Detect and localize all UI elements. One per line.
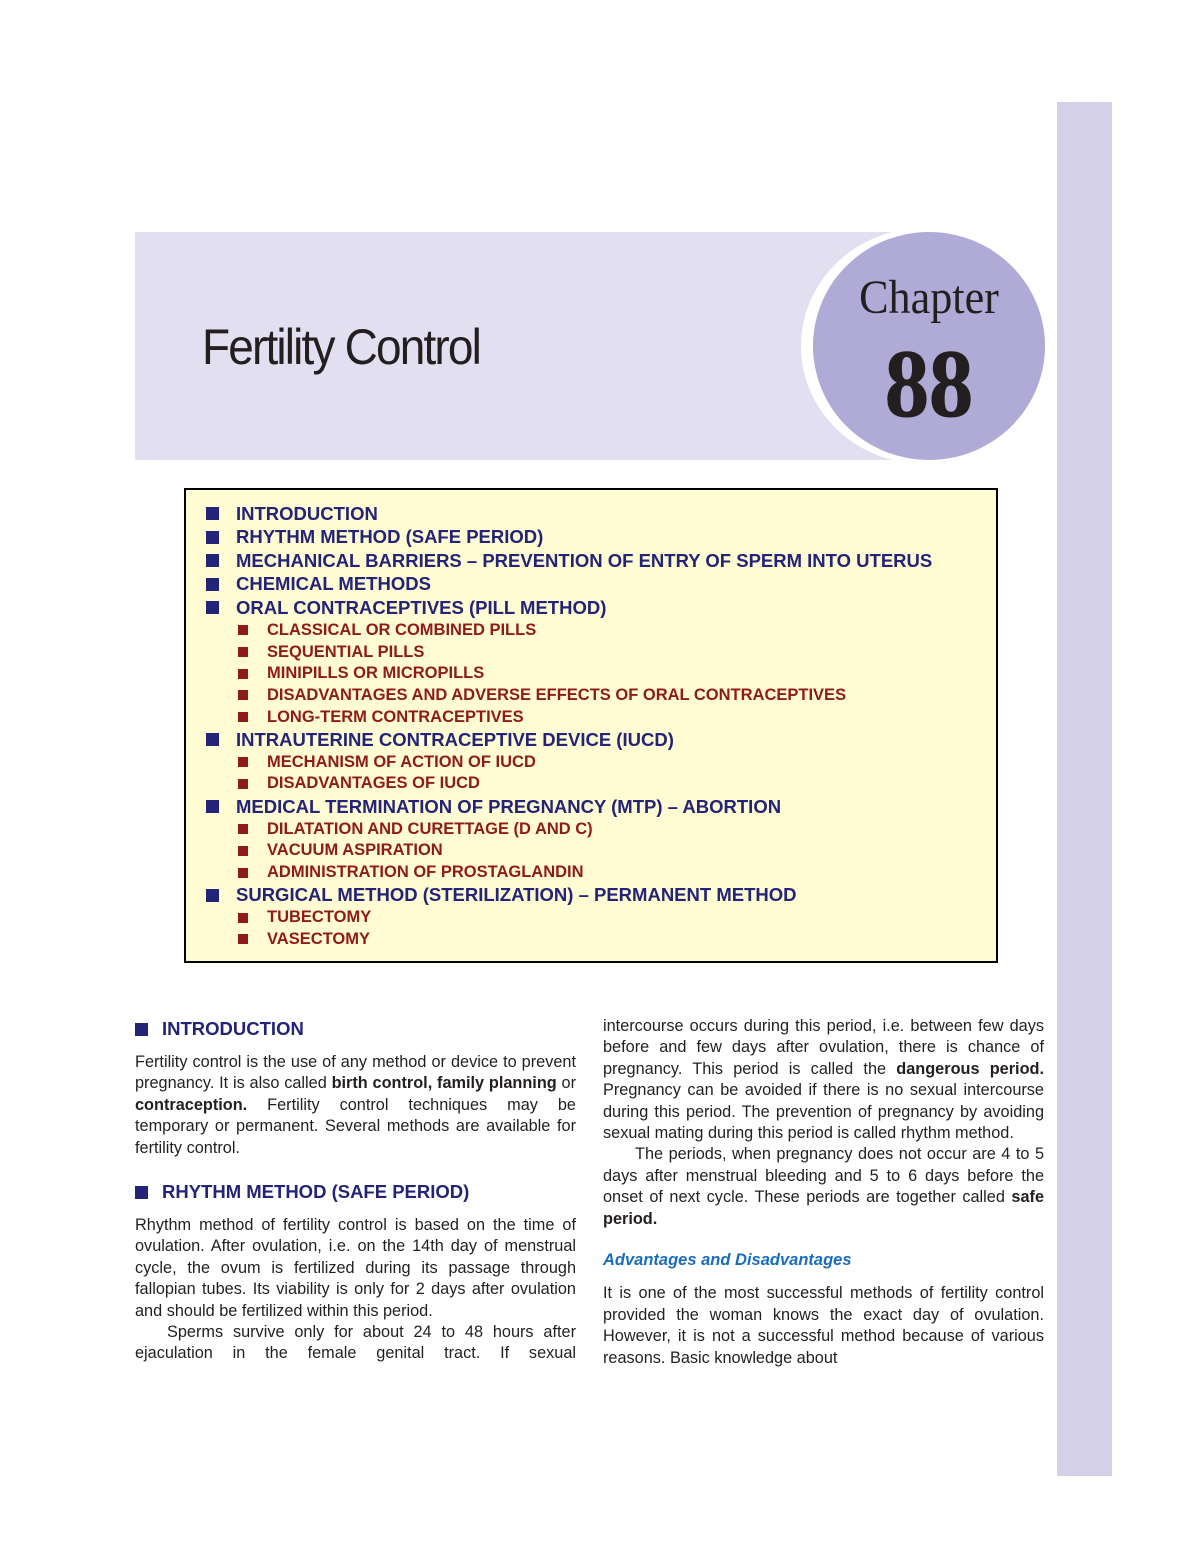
toc-item [206, 883, 996, 907]
section-heading-introduction [135, 1016, 576, 1042]
text: intercourse occurs during this period, i.e. between few days before and few days after ovulation, there is chance of pregnancy. This period is called the [603, 1017, 1044, 1078]
square-bullet-icon [238, 712, 248, 722]
intro-paragraph [135, 1052, 576, 1159]
rhythm-paragraph-2 [135, 1322, 576, 1365]
toc-item [206, 641, 996, 663]
toc-item [206, 620, 996, 642]
heading-text: RHYTHM METHOD (SAFE PERIOD) [162, 1181, 470, 1203]
chapter-badge [813, 232, 1045, 460]
toc-item [206, 862, 996, 884]
toc-item-label: MEDICAL TERMINATION OF PREGNANCY (MTP) – ABORTION [236, 795, 782, 817]
square-bullet-icon [206, 578, 219, 591]
subheading-advantages: Advantages and Disadvantages [603, 1251, 852, 1270]
toc-item-label: ORAL CONTRACEPTIVES (PILL METHOD) [236, 596, 607, 618]
toc-item-label: RHYTHM METHOD (SAFE PERIOD) [236, 526, 544, 548]
toc-item [206, 795, 996, 819]
toc-item-label: SEQUENTIAL PILLS [267, 642, 425, 661]
square-bullet-icon [238, 824, 248, 834]
text: Sperms survive only for about 24 to 48 hours after ejaculation in the female genital tract. If sexual [135, 1323, 576, 1363]
square-bullet-icon [135, 1186, 148, 1199]
section-heading-rhythm [135, 1179, 576, 1205]
square-bullet-icon [206, 531, 219, 544]
square-bullet-icon [238, 868, 248, 878]
toc-item-label: VASECTOMY [267, 929, 370, 948]
square-bullet-icon [206, 889, 219, 902]
toc-item-label: DISADVANTAGES OF IUCD [267, 774, 480, 793]
left-column [135, 1016, 576, 1365]
toc-item [206, 663, 996, 685]
toc-item-label: DILATATION AND CURETTAGE (D AND C) [267, 819, 593, 838]
toc-item [206, 907, 996, 929]
text: Pregnancy can be avoided if there is no sexual intercourse during this period. The prevention of pregnancy by avoiding sexual mating during this period is called rhythm method. [603, 1081, 1044, 1143]
square-bullet-icon [206, 733, 219, 746]
toc-item-label: SURGICAL METHOD (STERILIZATION) – PERMANENT METHOD [236, 884, 797, 906]
square-bullet-icon [238, 846, 248, 856]
rhythm-paragraph-1: Rhythm method of fertility control is based on the time of ovulation. After ovulation, i.e. on the 14th day of menstrual cycle, the ovum is fertilized during its passage through fallopian tubes. Its viability is only for 2 days after ovulation and should be fertilized within this period. [135, 1216, 576, 1320]
square-bullet-icon [238, 625, 248, 635]
margin-strip [1057, 102, 1112, 1476]
toc-item [206, 549, 996, 573]
chapter-contents-box [184, 488, 998, 963]
square-bullet-icon [238, 757, 248, 767]
text: The periods, when pregnancy does not occur are 4 to 5 days after menstrual bleeding and 5 to 6 days before the onset of next cycle. These periods are together called [603, 1145, 1044, 1207]
toc-item [206, 728, 996, 752]
square-bullet-icon [238, 647, 248, 657]
text: Fertility control is the use of any method or device to prevent pregnancy. It is also called [135, 1053, 576, 1093]
bold-term: contraception. [135, 1095, 248, 1114]
toc-item-label: MINIPILLS OR MICROPILLS [267, 664, 485, 683]
chapter-number: 88 [884, 330, 974, 437]
square-bullet-icon [238, 690, 248, 700]
chapter-label: Chapter [859, 271, 999, 324]
toc-item-label: MECHANISM OF ACTION OF IUCD [267, 752, 536, 771]
toc-item [206, 685, 996, 707]
toc-item-label: ADMINISTRATION OF PROSTAGLANDIN [267, 863, 584, 882]
advantages-paragraph: It is one of the most successful methods of fertility control provided the woman knows the exact day of ovulation. However, it is not a successful method because of various reasons. Basic knowledge about [603, 1284, 1044, 1367]
toc-item [206, 526, 996, 550]
square-bullet-icon [135, 1023, 148, 1036]
toc-item-label: CLASSICAL OR COMBINED PILLS [267, 620, 537, 639]
square-bullet-icon [206, 507, 219, 520]
bold-term: safe period. [603, 1188, 1044, 1228]
heading-text: INTRODUCTION [162, 1018, 304, 1040]
toc-item [206, 502, 996, 526]
toc-item [206, 706, 996, 728]
chapter-title: Fertility Control [202, 319, 481, 375]
toc-item [206, 773, 996, 795]
square-bullet-icon [238, 934, 248, 944]
toc-item-label: INTRODUCTION [236, 502, 378, 524]
bold-term: dangerous period. [896, 1059, 1044, 1078]
square-bullet-icon [238, 779, 248, 789]
rhythm-paragraph-3 [603, 1144, 1044, 1230]
toc-item [206, 818, 996, 840]
toc-item [206, 751, 996, 773]
text: or [556, 1074, 576, 1093]
square-bullet-icon [206, 800, 219, 813]
toc-item-label: TUBECTOMY [267, 908, 372, 927]
toc-item-label: INTRAUTERINE CONTRACEPTIVE DEVICE (IUCD) [236, 728, 674, 750]
right-column [603, 1016, 1044, 1369]
toc-item [206, 596, 996, 620]
bold-term: birth control, family planning [331, 1074, 557, 1093]
text: Fertility control techniques may be temporary or permanent. Several methods are available for fertility control. [135, 1095, 576, 1157]
square-bullet-icon [238, 913, 248, 923]
toc-item-label: CHEMICAL METHODS [236, 573, 431, 595]
rhythm-paragraph-2-continued [603, 1016, 1044, 1144]
toc-item-label: VACUUM ASPIRATION [267, 841, 443, 860]
square-bullet-icon [206, 601, 219, 614]
toc-item-label: LONG-TERM CONTRACEPTIVES [267, 707, 524, 726]
toc-item-label: DISADVANTAGES AND ADVERSE EFFECTS OF ORAL CONTRACEPTIVES [267, 685, 847, 704]
toc-item [206, 573, 996, 597]
toc-item [206, 840, 996, 862]
toc-item-label: MECHANICAL BARRIERS – PREVENTION OF ENTRY OF SPERM INTO UTERUS [236, 549, 933, 571]
toc-item [206, 929, 996, 951]
square-bullet-icon [238, 669, 248, 679]
square-bullet-icon [206, 554, 219, 567]
